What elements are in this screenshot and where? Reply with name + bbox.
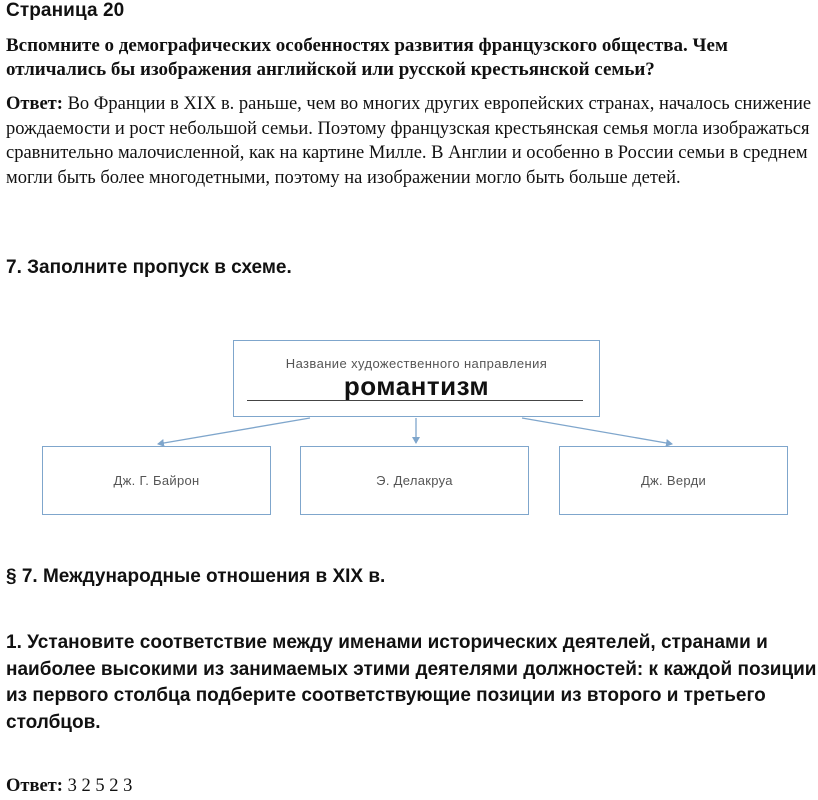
scheme-child-box: Дж. Г. Байрон (42, 446, 271, 515)
scheme-child-box: Э. Делакруа (300, 446, 529, 515)
arrow-right (522, 418, 672, 444)
scheme-top-caption: Название художественного направления (285, 356, 548, 371)
answer-label: Ответ: (6, 94, 63, 114)
scheme-child-box: Дж. Верди (559, 446, 788, 515)
scheme-top-box (233, 340, 600, 417)
scheme-top-answer: романтизм (343, 371, 490, 401)
final-answer-value: 3 2 5 2 3 (67, 776, 133, 796)
page-title: Страница 20 (6, 0, 125, 21)
task1-text: 1. Установите соответствие между именами исторических деятелей, странами и наиболее высокими из занимаемых этими деятелями должностей: к каждой позиции из первого столбца подберите соответствующие позиции из второго и третьего столбцов. (6, 632, 817, 733)
question-text: Вспомните о демографических особенностях развития французского общества. Чем отличались бы изображения английской или русской крестьянской семьи? (6, 35, 728, 80)
final-answer (6, 776, 132, 797)
scheme-fill-line (247, 400, 583, 401)
final-answer-label: Ответ: (6, 776, 63, 796)
answer-text: Во Франции в XIX в. раньше, чем во многих других европейских странах, началось снижение рождаемости и рост небольшой семьи. Поэтому французская крестьянская семья могла изображаться сравнительно малочисленной, как на картине Милле. В Англии и особенно в России семьи в среднем могли быть более многодетными, поэтому на изображении могло быть больше детей. (6, 94, 812, 188)
task7-title: 7. Заполните пропуск в схеме. (6, 257, 292, 278)
section-heading: § 7. Международные отношения в XIX в. (6, 566, 386, 587)
arrow-left (158, 418, 310, 444)
